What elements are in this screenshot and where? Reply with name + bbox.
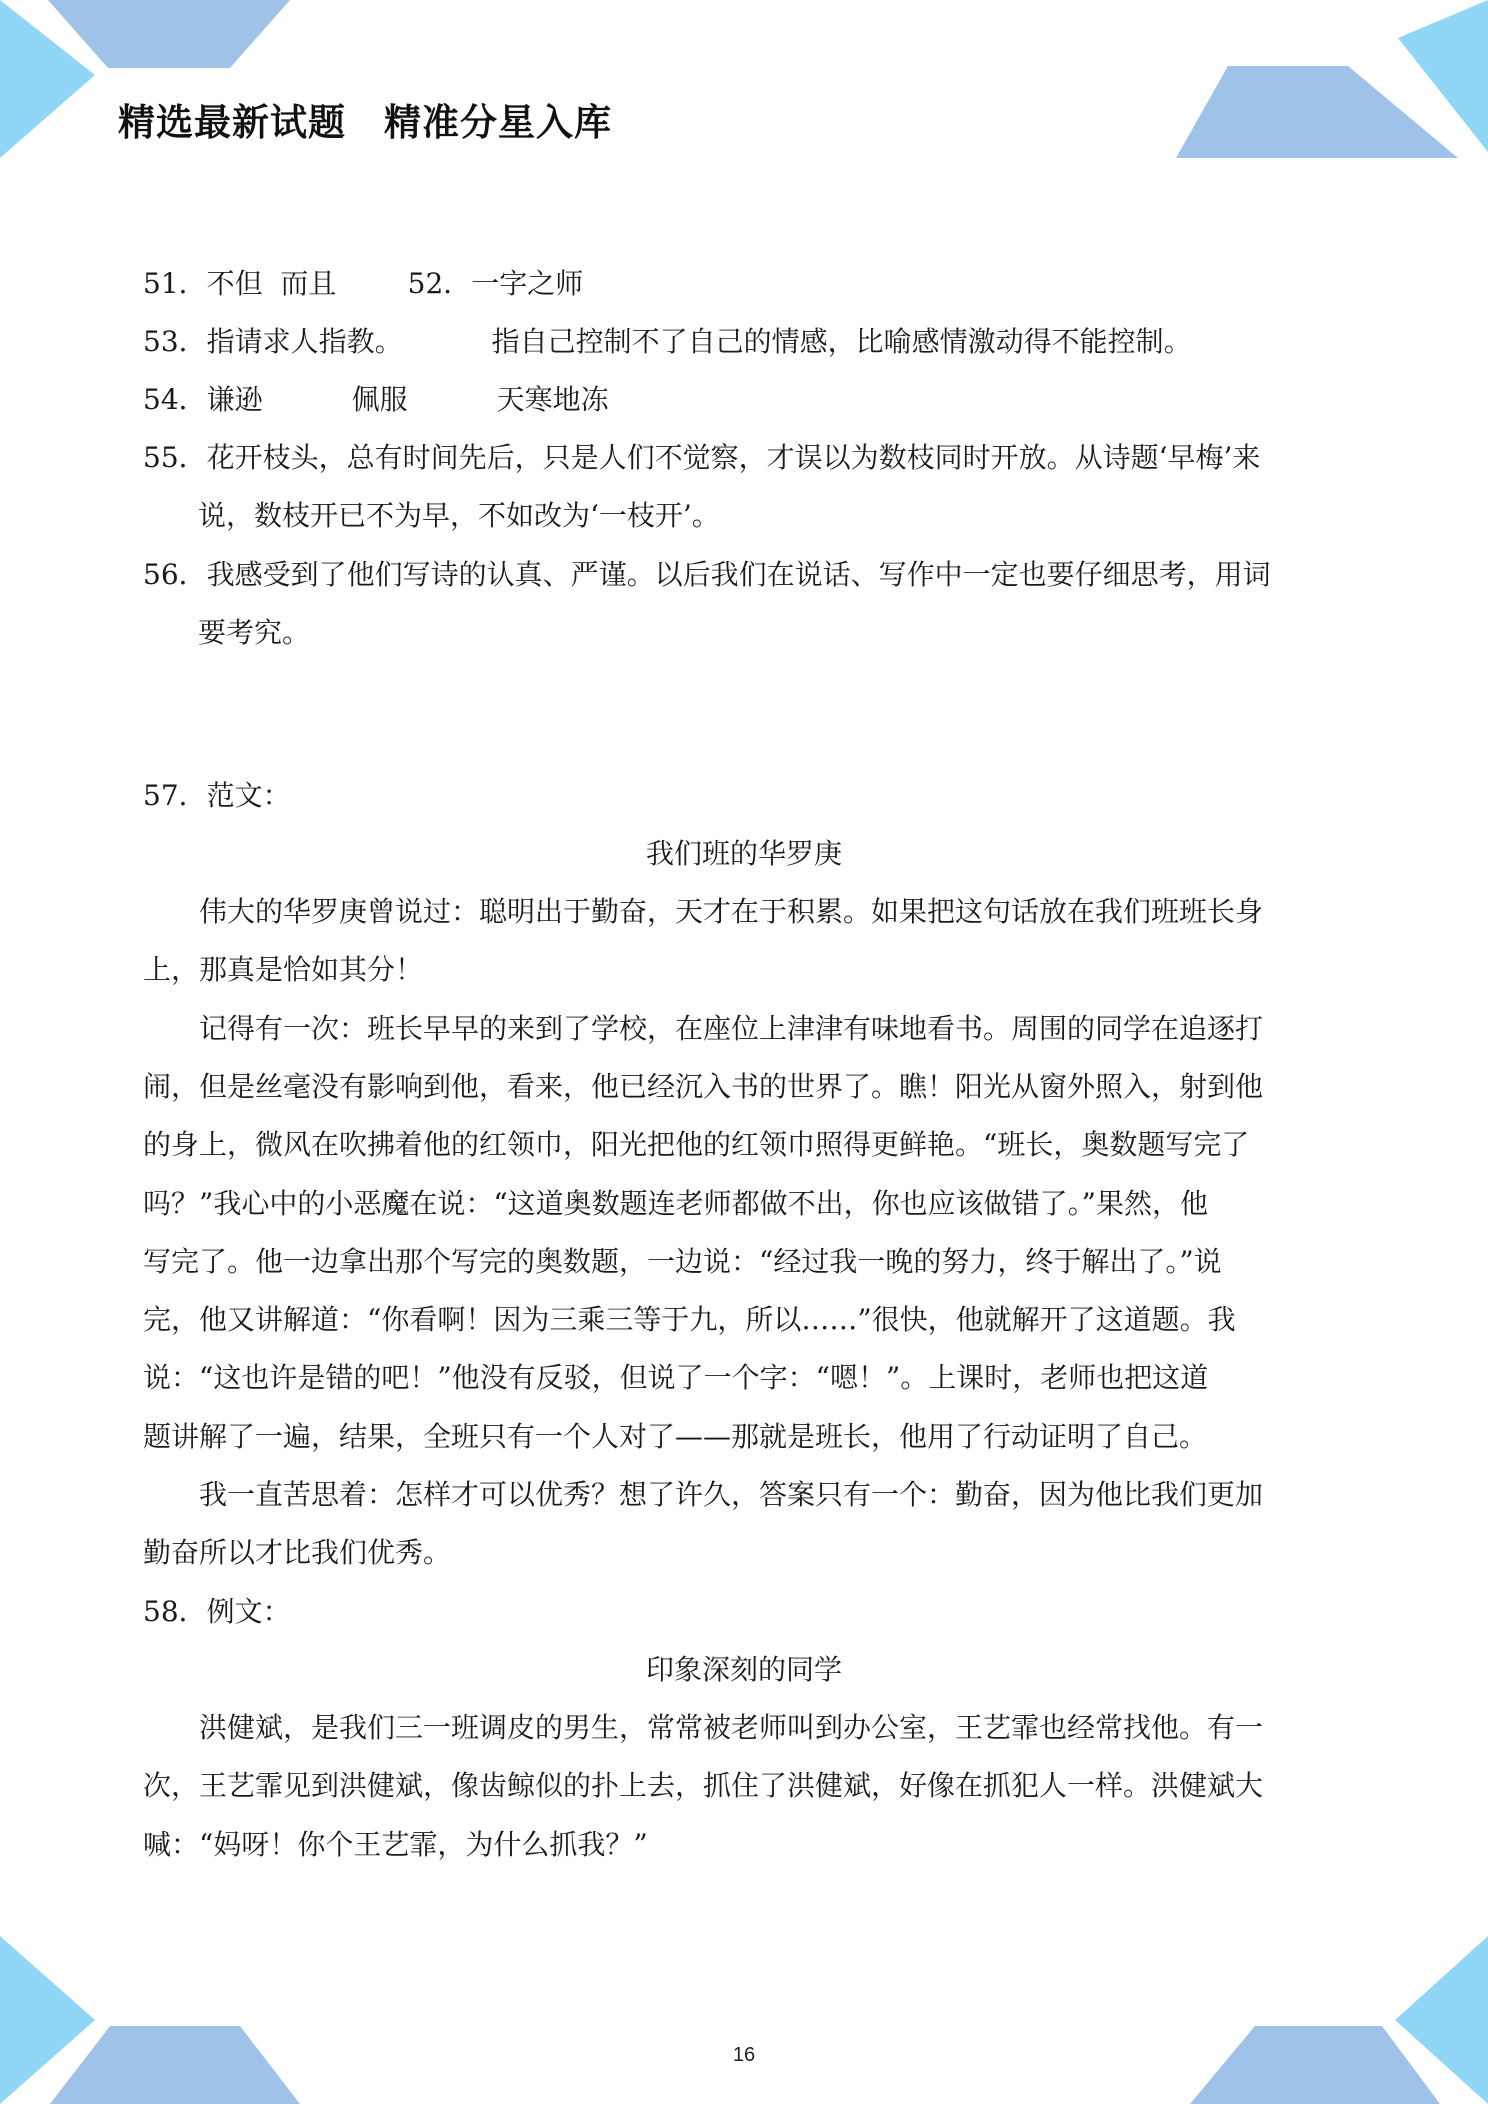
page-number: 16	[732, 2044, 756, 2066]
essay-57-line: 题讲解了一遍，结果，全班只有一个人对了——那就是班长，他用了行动证明了自己。	[143, 1420, 1208, 1453]
essay-57-title: 我们班的华罗庚	[645, 837, 842, 870]
answer-53: 53．指请求人指教。 指自己控制不了自己的情感，比喻感情激动得不能控制。	[143, 325, 1192, 358]
essay-58-label: 58．例文：	[143, 1595, 291, 1628]
essay-57-line: 的身上，微风在吹拂着他的红领巾，阳光把他的红领巾照得更鲜艳。“班长，奥数题写完了	[143, 1128, 1250, 1161]
answer-54: 54．谦逊 佩服 天寒地冻	[143, 383, 609, 416]
answer-56-line-2: 要考究。	[198, 616, 311, 649]
trapezoid-top-left	[48, 0, 290, 68]
trapezoid-top-right	[1176, 66, 1458, 158]
answer-56-line-1: 56．我感受到了他们写诗的认真、严谨。以后我们在说话、写作中一定也要仔细思考，用词	[143, 558, 1271, 591]
essay-58-line: 喊：“妈呀！你个王艺霏，为什么抓我？”	[143, 1828, 648, 1861]
essay-57-line: 伟大的华罗庚曾说过：聪明出于勤奋，天才在于积累。如果把这句话放在我们班班长身	[143, 895, 1264, 928]
essay-58-title: 印象深刻的同学	[645, 1653, 842, 1686]
essay-57-label: 57．范文：	[143, 779, 291, 812]
answer-51-52: 51．不但 而且 52．一字之师	[143, 267, 584, 300]
essay-57-line: 写完了。他一边拿出那个写完的奥数题，一边说：“经过我一晚的努力，终于解出了。”说	[143, 1245, 1222, 1278]
essay-57-line: 闹，但是丝毫没有影响到他，看来，他已经沉入书的世界了。瞧！阳光从窗外照入，射到他	[143, 1070, 1264, 1103]
essay-57-line: 完，他又讲解道：“你看啊！因为三乘三等于九，所以……”很快，他就解开了这道题。我	[143, 1303, 1236, 1336]
essay-57-line: 说：“这也许是错的吧！”他没有反驳，但说了一个字：“嗯！”。上课时，老师也把这道	[143, 1361, 1209, 1394]
essay-57-line: 上，那真是恰如其分！	[143, 953, 424, 986]
essay-57-line: 记得有一次：班长早早的来到了学校，在座位上津津有味地看书。周围的同学在追逐打	[143, 1012, 1264, 1045]
essay-58-line: 次，王艺霏见到洪健斌，像齿鲸似的扑上去，抓住了洪健斌，好像在抓犯人一样。洪健斌大	[143, 1769, 1264, 1802]
essay-57-line: 我一直苦思着：怎样才可以优秀？想了许久，答案只有一个：勤奋，因为他比我们更加	[143, 1478, 1264, 1511]
answer-55-line-1: 55．花开枝头，总有时间先后，只是人们不觉察，才误以为数枝同时开放。从诗题‘早梅’来	[143, 441, 1261, 474]
header-title: 精选最新试题 精准分星入库	[118, 101, 612, 144]
essay-57-line: 吗？”我心中的小恶魔在说：“这道奥数题连老师都做不出，你也应该做错了。”果然，他	[143, 1187, 1208, 1220]
answer-55-line-2: 说，数枝开已不为早，不如改为‘一枝开’。	[198, 499, 720, 532]
essay-57-line: 勤奋所以才比我们优秀。	[143, 1536, 452, 1569]
essay-58-line: 洪健斌，是我们三一班调皮的男生，常常被老师叫到办公室，王艺霏也经常找他。有一	[143, 1711, 1264, 1744]
